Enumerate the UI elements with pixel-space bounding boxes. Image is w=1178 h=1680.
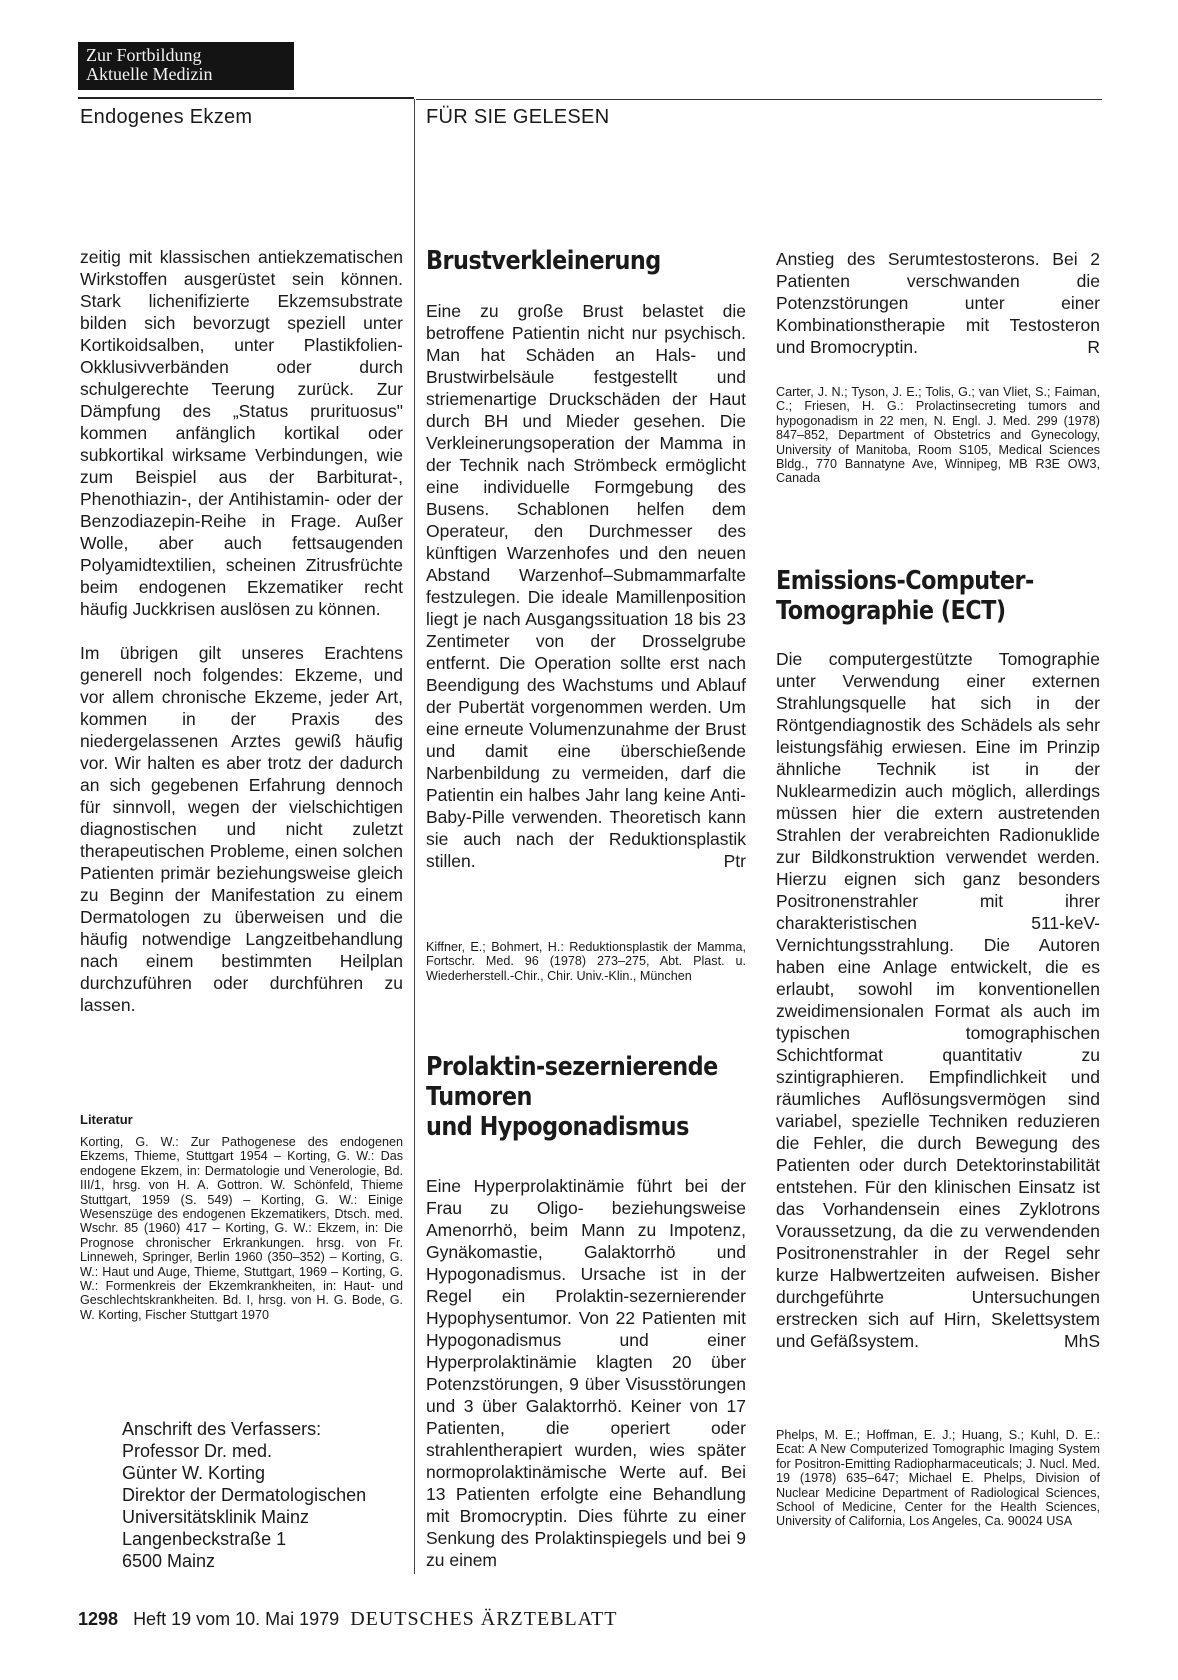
article-body-prolaktin: Eine Hyperprolaktinämie führt bei der Frau zu Oligo- beziehungsweise Amenorrhö, beim Mann zu Impotenz, Gynäkomastie, Galaktorrhö und Hypogonadismus. Ursache ist in der Regel ein Prolaktin-sezernierender Hypophysentumor. Von 22 Patienten mit Hypogonadismus und einer Hyperprolaktinämie klagten 20 über Potenzstörungen, 9 über Visusstörungen und 3 über Galaktorrhö. Keiner von 17 Patienten, die operiert oder strahlentherapiert wurden, wies später normoprolaktinämische Werte auf. Bei 13 Patienten erfolgte eine Behandlung mit Bromocryptin. Dies führte zu einer Senkung des Prolaktinspiegels und bei 9 zu einem <box>426 1176 746 1570</box>
title-line: Emissions-Computer- <box>776 566 1034 596</box>
header-rule-right <box>416 99 1102 100</box>
article-citation: Phelps, M. E.; Hoffman, E. J.; Huang, S.; Kuhl, D. E.: Ecat: A New Computerized Tomographic Imaging System for Positron-Emitting Radiopharmaceuticals; J. Nucl. Med. 19 (1978) 635–647; Michael E. Phelps, Division of Nuclear Medicine Department of Radiological Sciences, School of Medicine, Center for the Health Sciences, University of California, Los Angeles, Ca. 90024 USA <box>776 1428 1100 1529</box>
journal-name: DEUTSCHES ÄRZTEBLATT <box>350 1608 618 1630</box>
left-column-text <box>80 246 403 1016</box>
left-paragraph-1: zeitig mit klassischen antiekzematischen Wirkstoffen ausgerüstet sein können. Stark lichenifizierte Ekzemsubstrate bilden sich bevorzugt speziell unter Kortikoidsalben, unter Plastikfolien-Okklusivverbänden oder durch schulgerechte Teerung zurück. Zur Dämpfung des „Status prurituosus" kommen anfänglich kortikal oder subkortikal wirksame Verbindungen, wie zum Beispiel aus der Barbiturat-, Phenothiazin-, der Antihistamin- oder der Benzodiazepin-Reihe in Frage. Außer Wolle, aber auch fettsaugenden Polyamidtextilien, scheinen Zitrusfrüchte beim endogenen Ekzematiker recht häufig Juckkrisen auslösen zu können. <box>80 247 403 619</box>
article-body-brustverkleinerung <box>426 300 746 872</box>
article-signature: MhS <box>1064 1331 1100 1351</box>
address-line: Günter W. Korting <box>122 1463 266 1483</box>
article-citation: Carter, J. N.; Tyson, J. E.; Tolis, G.; van Vliet, S.; Faiman, C.; Friesen, H. G.: Prolactinsecreting tumors and hypogonadism in 22 men, N. Engl. J. Med. 299 (1978) 847–852, Department of Obstetrics and Gynecology, University of Manitoba, Room S105, Medical Sciences Bldg., 770 Bannatyne Ave, Winnipeg, MB R3E OW3, Canada <box>776 385 1100 486</box>
article-body: Eine zu große Brust belastet die betroffene Patientin nicht nur psychisch. Man hat Schäden an Hals- und Brustwirbelsäule festgestellt und striemenartige Druckschäden der Haut durch BH und Mieder gesehen. Die Verkleinerungsoperation der Mamma in der Technik nach Strömbeck ermöglicht eine individuelle Formgebung des Busens. Schablonen helfen dem Operateur, den Durchmesser des künftigen Warzenhofes und den neuen Abstand Warzenhof–Submammarfalte festzulegen. Die ideale Mamillenposition liegt je nach Ausgangssituation 18 bis 23 Zentimeter von der Drosselgrube entfernt. Die Operation sollte erst nach Beendigung des Wachstums und Ablauf der Pubertät vorgenommen werden. Um eine erneute Volumenzunahme der Brust und damit eine überschießende Narbenbildung zu vermeiden, darf die Patientin ein halbes Jahr lang keine Anti-Baby-Pille verwenden. Theoretisch kann sie auch nach der Reduktionsplastik stillen. <box>426 301 746 871</box>
section-badge <box>78 42 294 90</box>
article-continued-prolaktin <box>776 248 1100 358</box>
author-address <box>122 1418 422 1572</box>
article-signature: R <box>1087 337 1100 357</box>
badge-line-1: Zur Fortbildung <box>86 45 202 65</box>
article-title-brustverkleinerung: Brustverkleinerung <box>426 246 661 276</box>
page-number: 1298 <box>78 1609 119 1629</box>
article-title-prolaktin <box>426 1052 718 1142</box>
title-line: Prolaktin-sezernierende <box>426 1052 718 1082</box>
title-line: Tumoren <box>426 1082 532 1112</box>
address-line: 6500 Mainz <box>122 1551 216 1571</box>
title-line: und Hypogonadismus <box>426 1112 689 1142</box>
page-footer <box>78 1608 617 1631</box>
article-body-ect <box>776 648 1100 1352</box>
article-signature: Ptr <box>723 851 746 871</box>
title-line: Tomographie (ECT) <box>776 596 1006 626</box>
literature-heading: Literatur <box>80 1112 133 1127</box>
address-line: Anschrift des Verfassers: <box>122 1419 322 1439</box>
issue-info: Heft 19 vom 10. Mai 1979 <box>133 1609 340 1629</box>
address-line: Langenbeckstraße 1 <box>122 1529 287 1549</box>
header-rule-left <box>78 97 414 99</box>
left-paragraph-2: Im übrigen gilt unseres Erachtens generell noch folgendes: Ekzeme, und vor allem chronische Ekzeme, jeder Art, kommen in der Praxis des niedergelassenen Arztes gewiß häufig vor. Wir halten es aber trotz der dadurch an sich gegebenen Erfahrung dennoch für sinnvoll, wegen der vielschichtigen diagnostischen und nicht zuletzt therapeutischen Probleme, einen solchen Patienten primär beziehungsweise gleich zu Beginn der Manifestation zu einem Dermatologen zu überweisen und die häufig notwendige Langzeitbehandlung nach einem bestimmten Heilplan durchzuführen oder durchführen zu lassen. <box>80 643 403 1015</box>
article-body: Anstieg des Serumtestosterons. Bei 2 Patienten verschwanden die Potenzstörungen unter einer Kombinationstherapie mit Testosteron und Bromocryptin. <box>776 249 1100 357</box>
article-title-ect <box>776 566 1034 626</box>
literature-list: Korting, G. W.: Zur Pathogenese des endogenen Ekzems, Thieme, Stuttgart 1954 – Korting, G. W.: Das endogene Ekzem, in: Dermatologie und Venerologie, Bd. III/1, hrsg. von H. A. Gottron. W. Schönfeld, Thieme Stuttgart, 1959 (S. 549) – Korting, G. W.: Einige Wesenszüge des endogenen Ekzematikers, Dtsch. med. Wschr. 85 (1960) 417 – Korting, G. W.: Ekzem, in: Die Prognose chronischer Erkrankungen. hrsg. von Fr. Linneweh, Springer, Berlin 1960 (350–352) – Korting, G. W.: Haut und Auge, Thieme, Stuttgart, 1969 – Korting, G. W.: Formenkreis der Ekzemkrankheiten, in: Haut- und Geschlechtskrankheiten. Bd. I, hrsg. von H. G. Bode, G. W. Korting, Fischer Stuttgart 1970 <box>80 1135 403 1322</box>
article-citation: Kiffner, E.; Bohmert, H.: Reduktionsplastik der Mamma, Fortschr. Med. 96 (1978) 273–275, Abt. Plast. u. Wiederherstell.-Chir., Chir. Univ.-Klin., München <box>426 940 746 983</box>
badge-line-2: Aktuelle Medizin <box>86 64 213 84</box>
address-line: Direktor der Dermatologischen <box>122 1485 367 1505</box>
section-title-left: Endogenes Ekzem <box>80 106 253 128</box>
address-line: Universitätsklinik Mainz <box>122 1507 310 1527</box>
address-line: Professor Dr. med. <box>122 1441 273 1461</box>
column-divider <box>414 99 415 1574</box>
section-title-right: FÜR SIE GELESEN <box>426 106 610 128</box>
article-body: Die computergestützte Tomographie unter Verwendung einer externen Strahlungsquelle hat sich in der Röntgendiagnostik des Schädels als sehr leistungsfähig erwiesen. Eine im Prinzip ähnliche Technik ist in der Nuklearmedizin auch möglich, allerdings müssen hier die extern austretenden Strahlen der verabreichten Radionuklide zur Bildkonstruktion verwendet werden. Hierzu eignen sich ganz besonders Positronenstrahler mit ihrer charakteristischen 511-keV-Vernichtungsstrahlung. Die Autoren haben eine Anlage entwickelt, die es erlaubt, sowohl im konventionellen zweidimensionalen Format als auch im typischen tomographischen Schichtformat quantitativ zu szintigraphieren. Empfindlichkeit und räumliches Auflösungsvermögen sind variabel, spezielle Techniken reduzieren die Fehler, die durch Bewegung des Patienten oder durch Detektorinstabilität entstehen. Für den klinischen Einsatz ist das Vorhandensein eines Zyklotrons Voraussetzung, da die zu verwendenden Positronenstrahler in der Regel sehr kurze Halbwertzeiten aufweisen. Bisher durchgeführte Untersuchungen erstrecken sich auf Hirn, Skelettsystem und Gefäßsystem. <box>776 649 1100 1351</box>
